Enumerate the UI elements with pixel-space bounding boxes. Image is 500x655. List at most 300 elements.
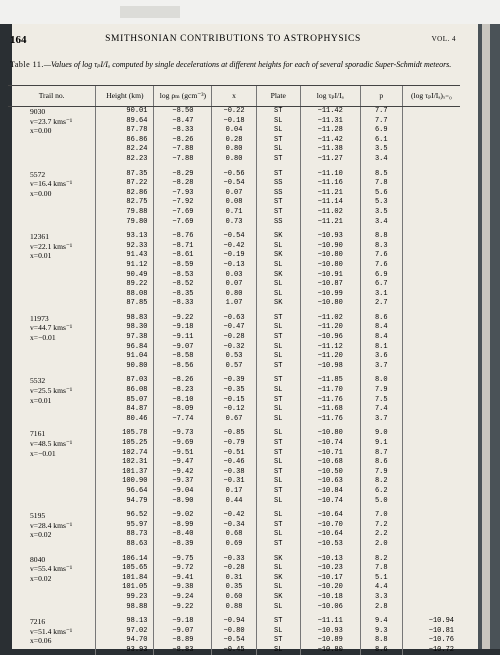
data-cell (402, 439, 460, 449)
trail-cell: v=28.4 kms⁻¹ (8, 521, 96, 531)
column-header: log ρₘ (gcm⁻³) (154, 86, 212, 107)
data-cell: 7.2 (360, 521, 402, 531)
column-header: Plate (256, 86, 300, 107)
trail-cell: 7161 (8, 424, 96, 439)
data-cell: −7.88 (154, 155, 212, 165)
table-row (8, 530, 460, 540)
data-cell: SL (256, 352, 300, 362)
data-cell: 82.23 (96, 155, 154, 165)
data-cell: 0.28 (212, 136, 256, 146)
data-cell: −0.13 (212, 261, 256, 271)
trail-cell: x=0.01 (8, 251, 96, 261)
data-cell (402, 362, 460, 372)
data-cell: 97.02 (96, 627, 154, 637)
data-cell: 86.08 (96, 386, 154, 396)
data-cell: 3.5 (360, 208, 402, 218)
data-cell: 6.9 (360, 126, 402, 136)
trail-cell (8, 477, 96, 487)
table-row (8, 198, 460, 208)
data-cell: −0.79 (212, 439, 256, 449)
trail-cell (8, 415, 96, 425)
table-row (8, 189, 460, 199)
data-cell: ST (256, 155, 300, 165)
data-cell: 8.2 (360, 477, 402, 487)
table-row (8, 487, 460, 497)
table-row (8, 309, 460, 324)
data-cell: SL (256, 145, 300, 155)
trail-cell: v=44.7 kms⁻¹ (8, 323, 96, 333)
data-cell: −8.52 (154, 280, 212, 290)
trail-cell: v=16.4 kms⁻¹ (8, 179, 96, 189)
trail-cell (8, 646, 96, 655)
data-cell: −10.70 (300, 521, 360, 531)
caption-text: —Values of log τₚI/Iₐ computed by single decelerations at different heights for each of several sporadic Super-Schmidt meteors. (44, 60, 451, 69)
data-cell: 102.74 (96, 449, 154, 459)
data-cell: 80.46 (96, 415, 154, 425)
trail-cell (8, 280, 96, 290)
page-edge (482, 24, 490, 649)
data-cell: −0.34 (212, 521, 256, 531)
data-cell: 101.05 (96, 583, 154, 593)
trail-cell: x=0.02 (8, 530, 96, 540)
data-cell: 0.03 (212, 271, 256, 281)
data-cell: 105.25 (96, 439, 154, 449)
data-cell: 0.35 (212, 583, 256, 593)
data-cell: −10.94 (402, 612, 460, 627)
data-cell: −9.24 (154, 593, 212, 603)
data-cell: −8.71 (154, 242, 212, 252)
data-cell: 1.07 (212, 299, 256, 309)
data-cell: −11.21 (300, 218, 360, 228)
data-cell: SL (256, 477, 300, 487)
data-cell: 96.84 (96, 343, 154, 353)
table-row (8, 208, 460, 218)
data-cell: SL (256, 405, 300, 415)
data-cell: −8.47 (154, 117, 212, 127)
data-cell: SL (256, 242, 300, 252)
data-cell: 7.6 (360, 251, 402, 261)
data-cell: SL (256, 323, 300, 333)
data-cell: −10.80 (300, 251, 360, 261)
caption-label: Table 11. (10, 60, 44, 69)
data-cell (402, 352, 460, 362)
data-cell (402, 343, 460, 353)
data-cell: ST (256, 371, 300, 386)
data-cell: 98.83 (96, 309, 154, 324)
data-cell: −0.12 (212, 405, 256, 415)
trail-cell: x=−0.01 (8, 449, 96, 459)
data-cell: 94.79 (96, 497, 154, 507)
data-cell: SL (256, 497, 300, 507)
data-cell: 105.78 (96, 424, 154, 439)
data-cell: SS (256, 179, 300, 189)
header-row (8, 86, 460, 107)
trail-cell: 11973 (8, 309, 96, 324)
data-cell: −8.99 (154, 521, 212, 531)
data-cell: −8.89 (154, 636, 212, 646)
trail-cell: v=22.1 kms⁻¹ (8, 242, 96, 252)
table-row (8, 396, 460, 406)
data-cell: ST (256, 612, 300, 627)
data-cell: −0.42 (212, 506, 256, 521)
data-cell: 105.65 (96, 564, 154, 574)
data-cell: 0.88 (212, 603, 256, 613)
data-cell: 90.80 (96, 362, 154, 372)
data-cell: 88.63 (96, 540, 154, 550)
data-cell: 7.4 (360, 405, 402, 415)
data-cell: 2.7 (360, 299, 402, 309)
data-cell: ST (256, 449, 300, 459)
table-row (8, 593, 460, 603)
trail-cell (8, 540, 96, 550)
data-cell: SK (256, 593, 300, 603)
data-cell: −10.80 (300, 261, 360, 271)
table-row (8, 574, 460, 584)
data-cell: −9.07 (154, 627, 212, 637)
data-cell: 3.4 (360, 218, 402, 228)
data-cell (402, 458, 460, 468)
data-cell: 97.38 (96, 333, 154, 343)
table-row (8, 497, 460, 507)
data-cell: −0.47 (212, 323, 256, 333)
data-cell: −10.80 (300, 299, 360, 309)
data-cell: −8.26 (154, 371, 212, 386)
data-cell: 0.60 (212, 593, 256, 603)
data-cell: 0.71 (212, 208, 256, 218)
table-row (8, 386, 460, 396)
data-cell: −7.92 (154, 198, 212, 208)
data-cell: 106.14 (96, 550, 154, 565)
trail-cell: 12361 (8, 227, 96, 242)
data-cell: 79.88 (96, 208, 154, 218)
data-cell: 4.4 (360, 583, 402, 593)
data-cell (402, 550, 460, 565)
data-cell: −11.20 (300, 323, 360, 333)
data-cell: −0.51 (212, 449, 256, 459)
data-cell: SS (256, 218, 300, 228)
table-row (8, 323, 460, 333)
data-cell: −10.80 (300, 646, 360, 655)
table-row (8, 636, 460, 646)
data-cell: −8.23 (154, 386, 212, 396)
data-cell: SL (256, 290, 300, 300)
trail-cell (8, 497, 96, 507)
data-cell: −11.16 (300, 179, 360, 189)
table-row (8, 179, 460, 189)
volume-label: VOL. 4 (432, 35, 456, 43)
data-cell: −9.07 (154, 343, 212, 353)
data-cell (402, 242, 460, 252)
table-row (8, 564, 460, 574)
data-cell: −9.41 (154, 574, 212, 584)
data-cell: −10.53 (300, 540, 360, 550)
table-row (8, 612, 460, 627)
trail-cell: 5572 (8, 165, 96, 180)
data-cell: 0.57 (212, 362, 256, 372)
data-cell (402, 477, 460, 487)
data-cell (402, 261, 460, 271)
data-cell: −0.19 (212, 251, 256, 261)
data-cell: 87.22 (96, 179, 154, 189)
column-header: Height (km) (96, 86, 154, 107)
data-cell (402, 415, 460, 425)
trail-cell: x=0.00 (8, 189, 96, 199)
table-body (8, 107, 460, 655)
data-cell (402, 521, 460, 531)
data-cell: −10.98 (300, 362, 360, 372)
data-cell: ST (256, 487, 300, 497)
data-cell: 5.6 (360, 189, 402, 199)
column-header: log τₚI/Iₐ (300, 86, 360, 107)
data-cell (402, 309, 460, 324)
trail-cell (8, 458, 96, 468)
data-cell: SL (256, 126, 300, 136)
data-cell: −9.11 (154, 333, 212, 343)
data-cell: −8.59 (154, 261, 212, 271)
table-row (8, 477, 460, 487)
data-cell (402, 165, 460, 180)
data-cell: 98.30 (96, 323, 154, 333)
data-cell: −0.54 (212, 227, 256, 242)
data-cell: −11.28 (300, 126, 360, 136)
data-cell: 0.68 (212, 530, 256, 540)
data-cell: −0.39 (212, 371, 256, 386)
data-cell: 0.53 (212, 352, 256, 362)
data-cell: 101.37 (96, 468, 154, 478)
data-cell: −10.64 (300, 506, 360, 521)
data-cell: 0.80 (212, 155, 256, 165)
data-cell: SK (256, 227, 300, 242)
data-cell: 8.7 (360, 449, 402, 459)
data-cell: 88.08 (96, 290, 154, 300)
data-cell: −10.72 (402, 646, 460, 655)
data-cell: −11.20 (300, 352, 360, 362)
data-cell: −7.88 (154, 145, 212, 155)
data-cell (402, 145, 460, 155)
data-cell: −10.93 (300, 627, 360, 637)
data-cell: −11.11 (300, 612, 360, 627)
data-cell: 102.31 (96, 458, 154, 468)
trail-cell: v=55.4 kms⁻¹ (8, 564, 96, 574)
data-cell: 99.23 (96, 593, 154, 603)
data-cell (402, 574, 460, 584)
table-row (8, 155, 460, 165)
data-table (8, 85, 460, 655)
data-cell (402, 126, 460, 136)
table-row (8, 603, 460, 613)
data-cell: −10.80 (300, 424, 360, 439)
trail-cell (8, 299, 96, 309)
data-cell: ST (256, 362, 300, 372)
data-cell (402, 323, 460, 333)
data-cell: −8.61 (154, 251, 212, 261)
trail-cell: v=48.5 kms⁻¹ (8, 439, 96, 449)
data-cell (402, 155, 460, 165)
data-cell: 93.93 (96, 646, 154, 655)
trail-cell: x=0.06 (8, 636, 96, 646)
trail-cell: v=25.5 kms⁻¹ (8, 386, 96, 396)
data-cell: −0.94 (212, 612, 256, 627)
data-cell: −10.20 (300, 583, 360, 593)
data-cell: −0.28 (212, 564, 256, 574)
data-cell: −11.02 (300, 309, 360, 324)
data-cell: 98.13 (96, 612, 154, 627)
data-cell: ST (256, 439, 300, 449)
tab-marker (120, 6, 180, 18)
data-cell: 7.5 (360, 396, 402, 406)
data-cell: SL (256, 564, 300, 574)
table-row (8, 468, 460, 478)
data-cell: 0.80 (212, 145, 256, 155)
data-cell: 87.78 (96, 126, 154, 136)
data-cell: 6.1 (360, 136, 402, 146)
data-cell: 3.6 (360, 352, 402, 362)
data-cell: 90.49 (96, 271, 154, 281)
data-cell: −0.54 (212, 636, 256, 646)
data-cell: −0.38 (212, 468, 256, 478)
data-cell (402, 506, 460, 521)
data-cell (402, 208, 460, 218)
data-cell (402, 564, 460, 574)
table-row (8, 227, 460, 242)
trail-cell (8, 405, 96, 415)
column-header: Trail no. (8, 86, 96, 107)
data-cell: −11.21 (300, 189, 360, 199)
table-row (8, 290, 460, 300)
trail-cell: 8040 (8, 550, 96, 565)
data-cell: 9.3 (360, 627, 402, 637)
data-cell: 2.2 (360, 530, 402, 540)
right-edge (478, 24, 500, 649)
data-cell: −8.50 (154, 107, 212, 117)
data-cell: −8.26 (154, 136, 212, 146)
data-cell: 7.8 (360, 564, 402, 574)
data-cell: −11.42 (300, 136, 360, 146)
data-cell (402, 583, 460, 593)
table-row (8, 280, 460, 290)
data-cell: −10.74 (300, 497, 360, 507)
column-header: p (360, 86, 402, 107)
trail-cell (8, 352, 96, 362)
trail-cell (8, 261, 96, 271)
data-cell: 8.0 (360, 371, 402, 386)
data-cell: −11.12 (300, 343, 360, 353)
data-cell: 98.88 (96, 603, 154, 613)
data-cell: −0.46 (212, 458, 256, 468)
table-row (8, 107, 460, 117)
data-cell: −8.76 (154, 227, 212, 242)
data-cell: −10.50 (300, 468, 360, 478)
data-cell: SL (256, 646, 300, 655)
data-cell (402, 251, 460, 261)
data-cell: −0.22 (212, 107, 256, 117)
data-cell: −0.33 (212, 550, 256, 565)
data-cell: 2.8 (360, 603, 402, 613)
trail-cell (8, 208, 96, 218)
column-header: (log τₚI/Iₐ)ₓ₌₀ (402, 86, 460, 107)
table-row (8, 333, 460, 343)
data-cell: SL (256, 386, 300, 396)
trail-cell (8, 343, 96, 353)
table-row (8, 439, 460, 449)
data-cell: −11.38 (300, 145, 360, 155)
data-cell: −10.23 (300, 564, 360, 574)
data-cell: −0.42 (212, 242, 256, 252)
data-cell: −10.96 (300, 333, 360, 343)
table-row (8, 583, 460, 593)
trail-cell: x=−0.01 (8, 333, 96, 343)
data-cell: 8.6 (360, 458, 402, 468)
data-cell: −9.37 (154, 477, 212, 487)
data-cell: −8.35 (154, 290, 212, 300)
data-cell: −0.56 (212, 165, 256, 180)
data-cell: −8.09 (154, 405, 212, 415)
data-cell: −10.74 (300, 439, 360, 449)
data-cell: −10.99 (300, 290, 360, 300)
data-cell (402, 280, 460, 290)
data-cell: 8.6 (360, 646, 402, 655)
data-cell: −11.27 (300, 155, 360, 165)
trail-cell: 7216 (8, 612, 96, 627)
data-cell: −11.70 (300, 386, 360, 396)
data-cell: −10.87 (300, 280, 360, 290)
data-cell: −9.47 (154, 458, 212, 468)
data-cell: 8.6 (360, 309, 402, 324)
data-cell (402, 117, 460, 127)
data-cell: −10.71 (300, 449, 360, 459)
table-row (8, 126, 460, 136)
data-cell (402, 593, 460, 603)
trail-cell (8, 593, 96, 603)
table-row (8, 371, 460, 386)
data-cell: SS (256, 189, 300, 199)
data-cell: 8.2 (360, 550, 402, 565)
data-cell: −10.91 (300, 271, 360, 281)
data-cell: −11.76 (300, 396, 360, 406)
data-cell: −9.18 (154, 612, 212, 627)
data-cell: 87.85 (96, 299, 154, 309)
data-cell: SL (256, 343, 300, 353)
table-row (8, 415, 460, 425)
data-cell: −0.32 (212, 343, 256, 353)
table-row (8, 271, 460, 281)
data-cell: 0.73 (212, 218, 256, 228)
data-cell: 0.04 (212, 126, 256, 136)
data-cell: SK (256, 299, 300, 309)
data-cell: 93.13 (96, 227, 154, 242)
trail-cell (8, 362, 96, 372)
data-cell: −8.39 (154, 540, 212, 550)
table-row (8, 458, 460, 468)
data-cell: −8.29 (154, 165, 212, 180)
trail-cell: 9030 (8, 107, 96, 117)
data-cell (402, 603, 460, 613)
data-cell: ST (256, 396, 300, 406)
data-cell: 7.6 (360, 261, 402, 271)
trail-cell: 5532 (8, 371, 96, 386)
data-cell: 3.1 (360, 290, 402, 300)
data-cell: −10.13 (300, 550, 360, 565)
data-cell: −9.72 (154, 564, 212, 574)
data-cell: 3.7 (360, 415, 402, 425)
data-cell: 7.8 (360, 179, 402, 189)
data-cell: −9.18 (154, 323, 212, 333)
data-cell: 91.43 (96, 251, 154, 261)
data-cell: −7.69 (154, 208, 212, 218)
data-cell: ST (256, 636, 300, 646)
data-cell (402, 468, 460, 478)
data-cell: ST (256, 136, 300, 146)
